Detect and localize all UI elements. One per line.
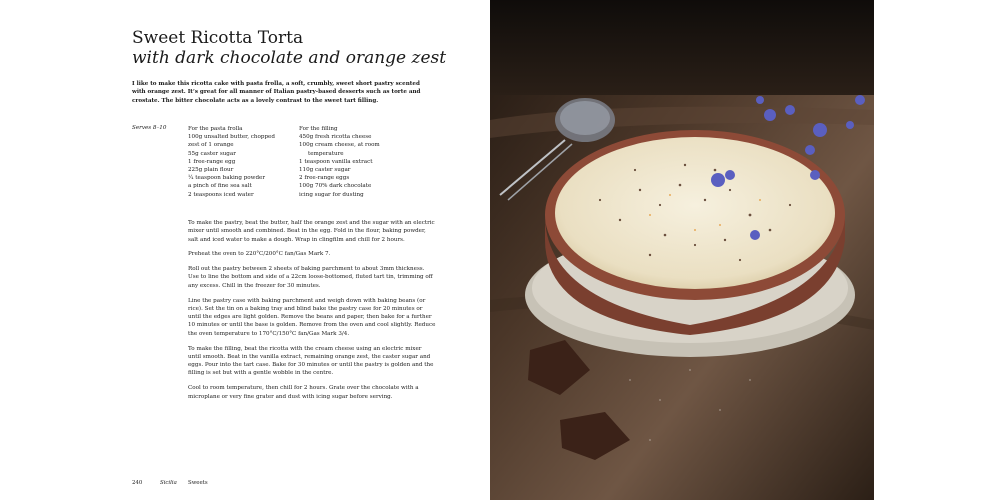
method-step: To make the pastry, beat the butter, half the orange zest and the sugar with an electric mixer until smooth and combined. Beat in the egg. Fold in the flour, baking powder, salt and iced water to make a dough. Wrap in clingfilm and chill for 2 hours. bbox=[188, 220, 435, 243]
footer-book-title: Sicilia bbox=[160, 480, 177, 486]
method-step: Cool to room temperature, then chill for 2 hours. Grate over the chocolate with a microplane or very fine grater and dust with icing sugar before serving. bbox=[188, 385, 419, 400]
ingredient-item: 1 free-range egg bbox=[188, 158, 236, 165]
ingredient-item: zest of 1 orange bbox=[188, 142, 234, 149]
page-number: 240 bbox=[132, 480, 143, 486]
ingredient-item: 100g 70% dark chocolate bbox=[299, 183, 372, 190]
recipe-intro: I like to make this ricotta cake with pasta frolla, a soft, crumbly, sweet short pastry scented with orange zest. It’s great for all manner of Italian pastry-based desserts such as torte and crostate. The bitter chocolate acts as a lovely contrast to the sweet tart filling. bbox=[132, 81, 421, 104]
ingredient-item: a pinch of fine sea salt bbox=[188, 183, 252, 190]
tart-photo-image bbox=[490, 0, 874, 500]
tart-photo bbox=[490, 0, 874, 500]
ingredient-item: icing sugar for dusting bbox=[299, 191, 364, 198]
filling-ingredients-list bbox=[299, 125, 409, 199]
ingredient-item: 450g fresh ricotta cheese bbox=[299, 134, 372, 141]
ingredient-heading: For the filling bbox=[299, 126, 338, 132]
pastry-ingredients-list bbox=[188, 125, 293, 199]
ingredient-item: temperature bbox=[308, 150, 344, 157]
recipe-subtitle: with dark chocolate and orange zest bbox=[132, 48, 447, 68]
ingredient-item: 55g caster sugar bbox=[188, 150, 236, 157]
ingredient-item: ¼ teaspoon baking powder bbox=[188, 175, 266, 182]
serves-label: Serves 8–10 bbox=[132, 125, 167, 131]
footer-section: Sweets bbox=[188, 480, 208, 486]
ingredient-item: 110g caster sugar bbox=[299, 167, 351, 174]
ingredient-heading: For the pasta frolla bbox=[188, 126, 243, 132]
recipe-title: Sweet Ricotta Torta bbox=[132, 28, 304, 48]
method-step: To make the filling, beat the ricotta with the cream cheese using an electric mixer until smooth. Beat in the vanilla extract, remaining orange zest, the caster sugar and eggs. Pour into the tart case. Bake for 30 minutes or until the pastry is golden and the filling is set but with a gentle wobble in the centre. bbox=[188, 345, 434, 377]
method-step: Roll out the pastry between 2 sheets of baking parchment to about 3mm thickness. Use to line the bottom and side of a 22cm loose-bottomed, fluted tart tin, trimming off any excess. Chill in the freezer for 30 minutes. bbox=[188, 266, 433, 289]
ingredient-item: 2 teaspoons iced water bbox=[188, 191, 254, 198]
recipe-page bbox=[0, 0, 490, 500]
method-step: Line the pastry case with baking parchment and weigh down with baking beans (or rice). Set the tin on a baking tray and blind bake the pastry case for 20 minutes or until the edges are light golden. Remove the beans and paper, then bake for a further 10 minutes or until the base is golden. Remove from the oven and cool slightly. Reduce the oven temperature to 170°C/150°C fan/Gas Mark 3/4. bbox=[188, 297, 436, 337]
page-margin bbox=[874, 0, 1000, 500]
method-steps bbox=[188, 219, 436, 407]
method-step: Preheat the oven to 220°C/200°C fan/Gas Mark 7. bbox=[188, 251, 331, 258]
ingredient-item: 225g plain flour bbox=[188, 167, 234, 174]
ingredient-item: 1 teaspoon vanilla extract bbox=[299, 158, 373, 165]
ingredient-item: 100g cream cheese, at room bbox=[299, 142, 380, 149]
ingredient-item: 2 free-range eggs bbox=[299, 175, 350, 182]
ingredient-item: 100g unsalted butter, chopped bbox=[188, 134, 275, 141]
